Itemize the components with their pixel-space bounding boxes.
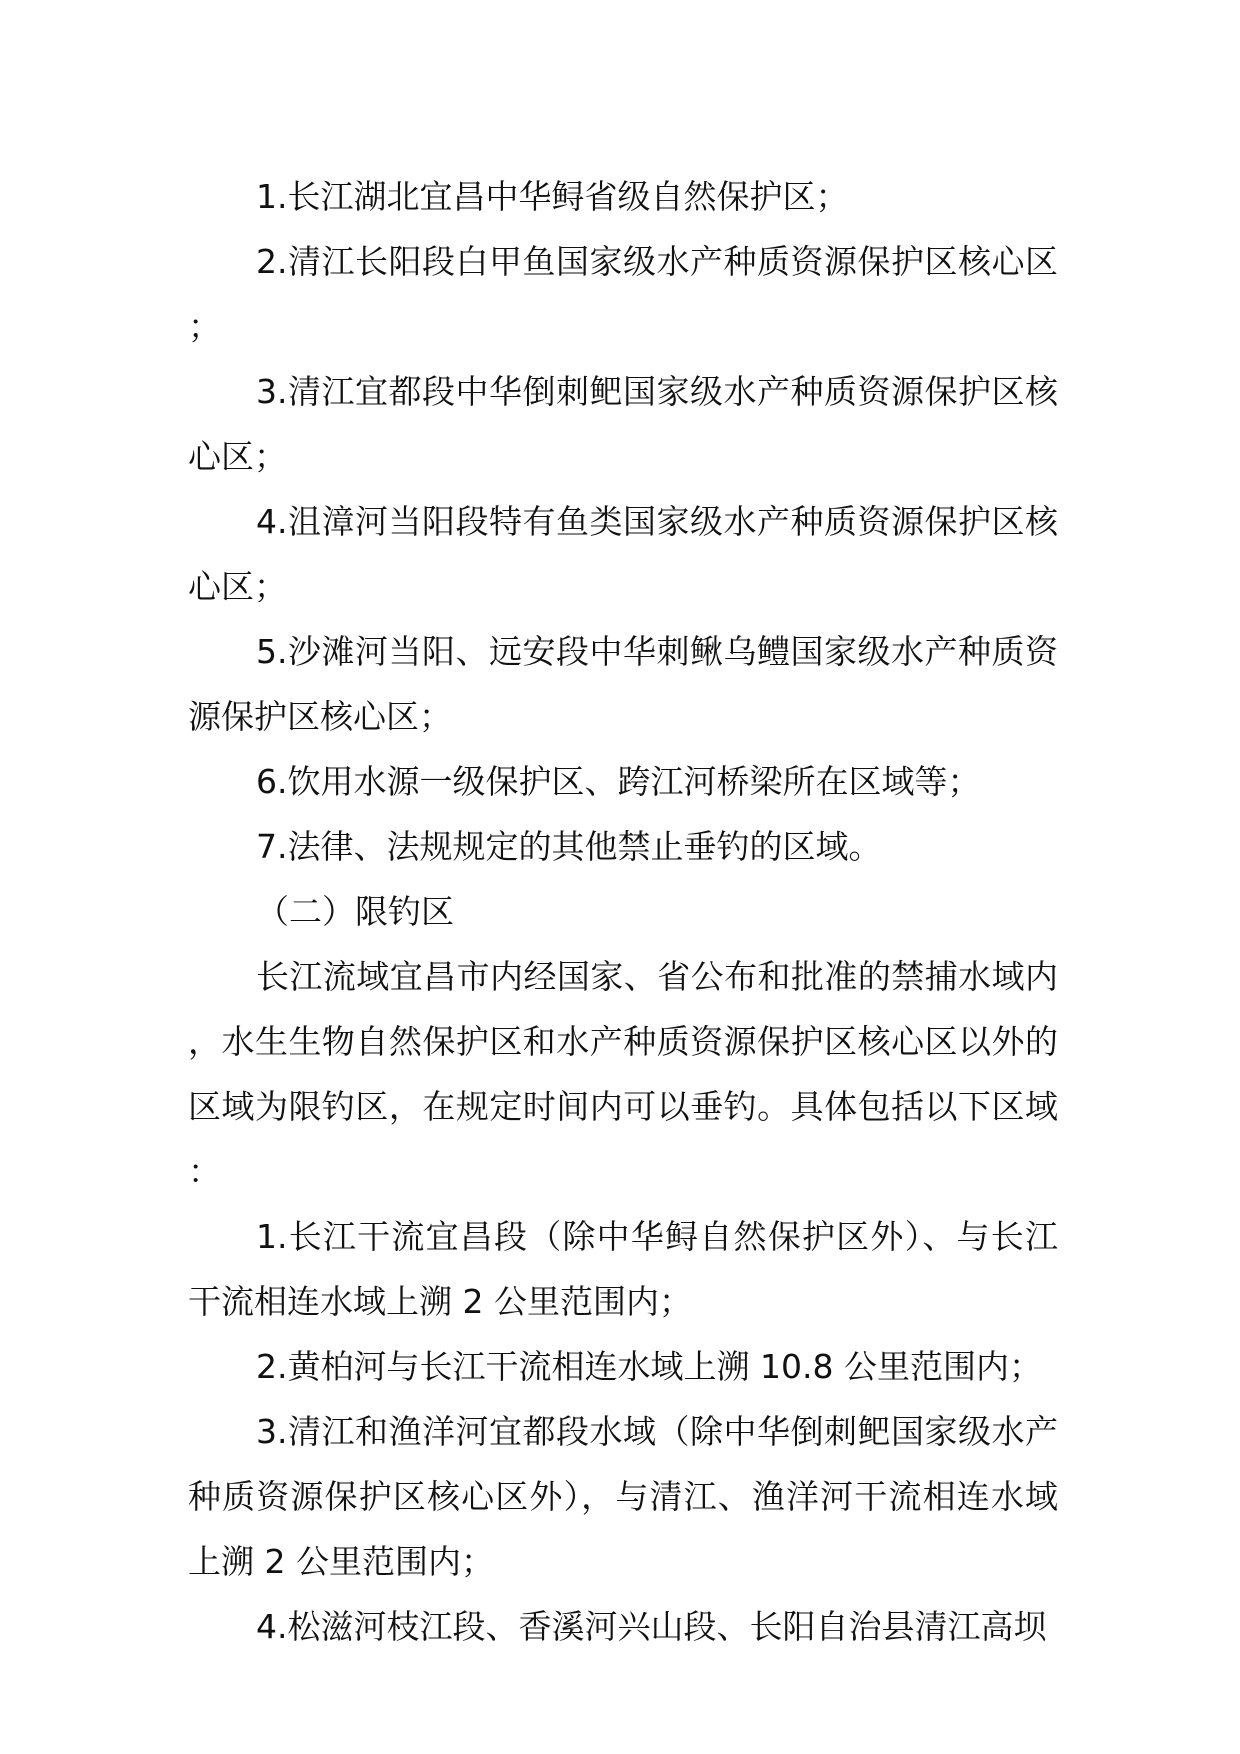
list-item-forbidden-7: 7.法律、法规规定的其他禁止垂钓的区域。 <box>256 827 882 866</box>
list-item-forbidden-5: 5.沙滩河当阳、远安段中华刺鳅乌鳢国家级水产种质资源保护区核心区； <box>188 632 1058 736</box>
list-item-limited-2: 2.黄柏河与长江干流相连水域上溯 10.8 公里范围内； <box>256 1347 1042 1386</box>
list-item-forbidden-2: 2.清江长阳段白甲鱼国家级水产种质资源保护区核心区； <box>188 242 1058 346</box>
list-item-limited-3: 3.清江和渔洋河宜都段水域（除中华倒刺鲃国家级水产种质资源保护区核心区外），与清江、渔洋河干流相连水域上溯 2 公里范围内； <box>188 1412 1058 1581</box>
list-item-forbidden-1: 1.长江湖北宜昌中华鲟省级自然保护区； <box>256 177 849 216</box>
list-item-limited-1: 1.长江干流宜昌段（除中华鲟自然保护区外）、与长江干流相连水域上溯 2 公里范围内； <box>188 1217 1058 1321</box>
list-item-forbidden-4: 4.沮漳河当阳段特有鱼类国家级水产种质资源保护区核心区； <box>188 502 1058 606</box>
list-item-forbidden-6: 6.饮用水源一级保护区、跨江河桥梁所在区域等； <box>256 762 981 801</box>
document-body <box>188 164 1058 1659</box>
section-heading-limited-zone: （二）限钓区 <box>256 892 454 931</box>
list-item-limited-4: 4.松滋河枝江段、香溪河兴山段、长阳自治县清江高坝 <box>256 1607 1047 1646</box>
paragraph-limited-zone-intro: 长江流域宜昌市内经国家、省公布和批准的禁捕水域内，水生生物自然保护区和水产种质资源保护区核心区以外的区域为限钓区，在规定时间内可以垂钓。具体包括以下区域： <box>188 957 1058 1191</box>
list-item-forbidden-3: 3.清江宜都段中华倒刺鲃国家级水产种质资源保护区核心区； <box>188 372 1058 476</box>
